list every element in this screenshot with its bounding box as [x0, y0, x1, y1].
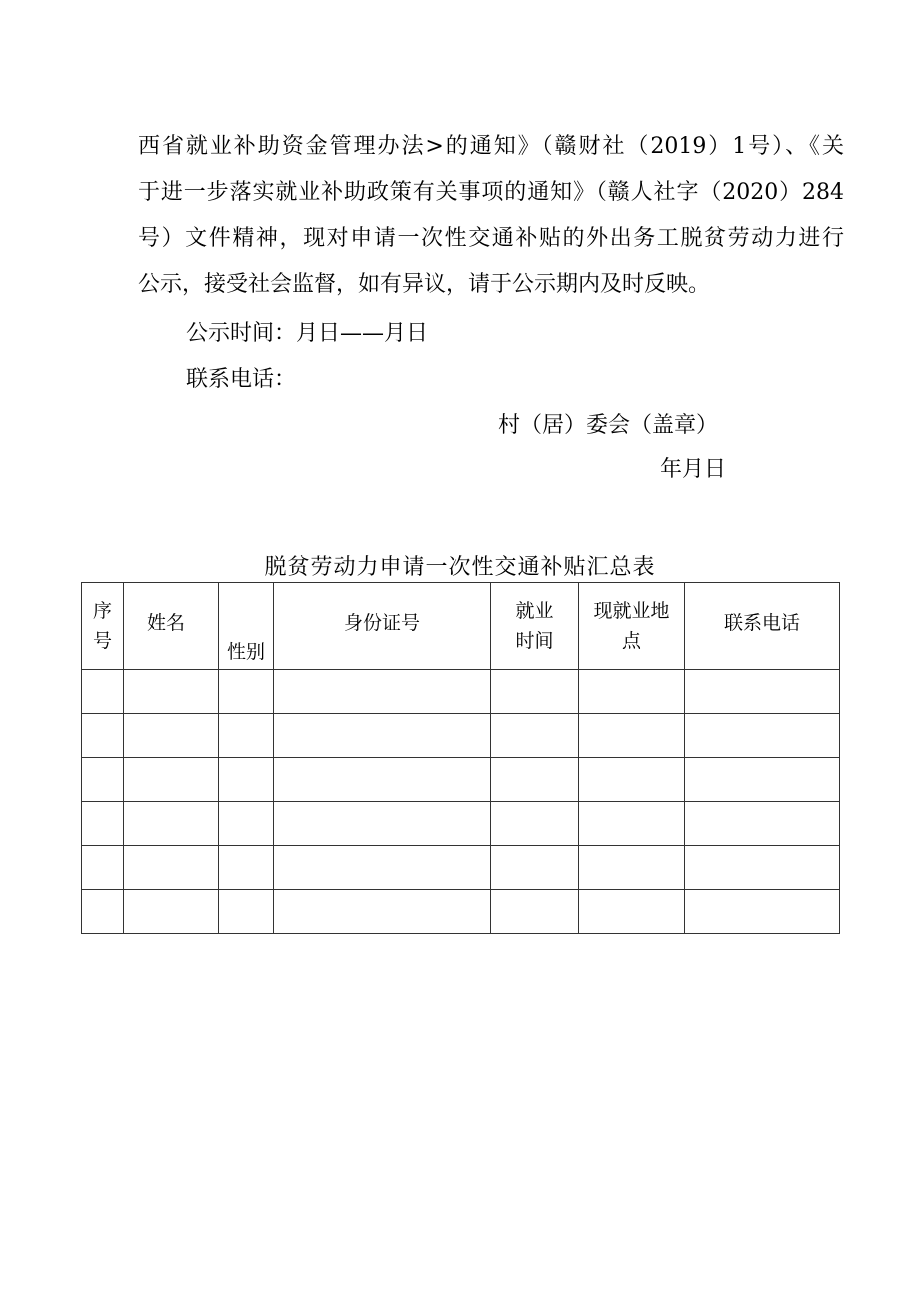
table-cell[interactable]: [274, 846, 491, 890]
header-location-bottom: 点: [621, 630, 641, 652]
notice-paragraph: [138, 130, 844, 314]
signature-date: 年月日: [660, 457, 727, 482]
header-location: [579, 583, 685, 670]
notice-line: 于进一步落实就业补助政策有关事项的通知》（赣人社字（2020）284: [138, 180, 844, 205]
header-seq-top: 序: [92, 600, 112, 622]
table-cell[interactable]: [685, 846, 840, 890]
table-cell[interactable]: [579, 846, 685, 890]
table-row: [82, 758, 840, 802]
table-cell[interactable]: [685, 670, 840, 714]
table-cell[interactable]: [219, 670, 274, 714]
header-gender-label: 性别: [226, 641, 265, 663]
table-cell[interactable]: [685, 714, 840, 758]
table-cell[interactable]: [124, 802, 219, 846]
table-cell[interactable]: [491, 670, 579, 714]
table-cell[interactable]: [274, 714, 491, 758]
table-cell[interactable]: [685, 758, 840, 802]
table-cell[interactable]: [82, 670, 124, 714]
table-header-row: [82, 583, 840, 670]
notice-line: 号）文件精神，现对申请一次性交通补贴的外出务工脱贫劳动力进行: [138, 226, 844, 251]
table-cell[interactable]: [82, 846, 124, 890]
table-cell[interactable]: [579, 890, 685, 934]
header-name-label: 姓名: [146, 612, 185, 634]
header-employment-time-top: 就业: [515, 600, 554, 622]
table-cell[interactable]: [491, 758, 579, 802]
table-cell[interactable]: [219, 846, 274, 890]
table-cell[interactable]: [685, 802, 840, 846]
header-id-number: [274, 583, 491, 670]
header-employment-time: [491, 583, 579, 670]
table-cell[interactable]: [219, 802, 274, 846]
table-row: [82, 714, 840, 758]
table-cell[interactable]: [219, 758, 274, 802]
notice-line: 西省就业补助资金管理办法>的通知》（赣财社（2019）1号）、《关: [138, 134, 844, 159]
table-cell[interactable]: [579, 758, 685, 802]
header-location-top: 现就业地: [593, 600, 670, 622]
table-cell[interactable]: [274, 758, 491, 802]
header-id-label: 身份证号: [343, 612, 420, 634]
table-cell[interactable]: [124, 758, 219, 802]
table-cell[interactable]: [491, 802, 579, 846]
table-cell[interactable]: [579, 714, 685, 758]
table-cell[interactable]: [491, 846, 579, 890]
header-name: [124, 583, 219, 670]
table-row: [82, 670, 840, 714]
publicity-period: 公示时间：月日——月日: [186, 321, 429, 346]
table-cell[interactable]: [685, 890, 840, 934]
contact-phone-label: 联系电话：: [186, 367, 297, 392]
table-title: 脱贫劳动力申请一次性交通补贴汇总表: [264, 555, 656, 580]
table-cell[interactable]: [491, 890, 579, 934]
table-row: [82, 846, 840, 890]
table-cell[interactable]: [579, 670, 685, 714]
table-cell[interactable]: [82, 758, 124, 802]
table-cell[interactable]: [82, 802, 124, 846]
table-cell[interactable]: [274, 802, 491, 846]
header-phone-label: 联系电话: [723, 612, 800, 634]
table-cell[interactable]: [82, 714, 124, 758]
notice-line: 公示，接受社会监督，如有异议，请于公示期内及时反映。: [138, 272, 711, 297]
table-row: [82, 890, 840, 934]
table-cell[interactable]: [491, 714, 579, 758]
table-cell[interactable]: [219, 890, 274, 934]
header-employment-time-bottom: 时间: [515, 630, 554, 652]
table-cell[interactable]: [274, 890, 491, 934]
table-cell[interactable]: [124, 714, 219, 758]
table-cell[interactable]: [219, 714, 274, 758]
header-phone: [685, 583, 840, 670]
summary-table: [81, 582, 840, 934]
table-cell[interactable]: [274, 670, 491, 714]
table-row: [82, 802, 840, 846]
header-seq-bottom: 号: [92, 630, 112, 652]
table-cell[interactable]: [82, 890, 124, 934]
table-cell[interactable]: [124, 846, 219, 890]
header-gender: [219, 583, 274, 670]
committee-stamp: 村（居）委会（盖章）: [498, 413, 719, 438]
table-cell[interactable]: [124, 670, 219, 714]
table-cell[interactable]: [124, 890, 219, 934]
table-cell[interactable]: [579, 802, 685, 846]
